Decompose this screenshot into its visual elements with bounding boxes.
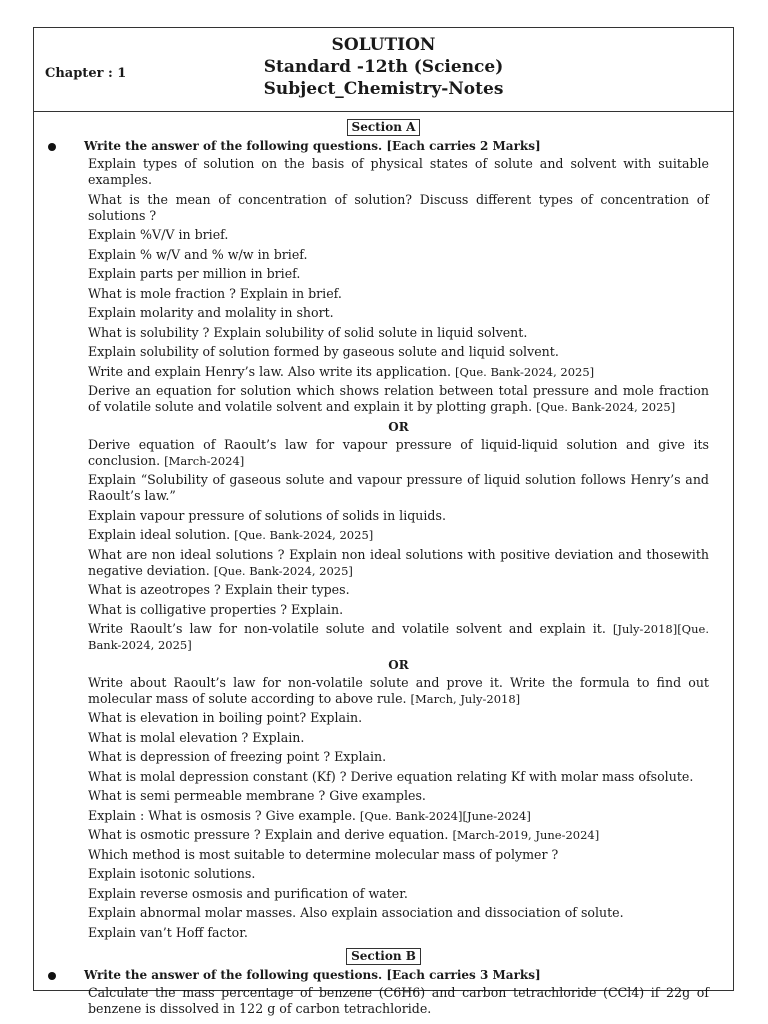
question-text: What is solubility ? Explain solubility of solid solute in liquid solvent.: [88, 324, 528, 340]
question-text: What is elevation in boiling point? Explain.: [88, 710, 363, 725]
question-item: [88, 621, 709, 653]
question-item: [88, 266, 709, 282]
question-item: [88, 808, 709, 824]
section-a-instruction: [34, 136, 733, 156]
question-item: [88, 925, 709, 941]
question-text: Derive an equation for solution which shows relation between total pressure and mole fraction of volatile solute and volatile solvent and explain it by plotting graph.: [88, 383, 709, 414]
question-item: [88, 769, 709, 785]
instruction-text: Write the answer of the following questions.: [84, 967, 383, 982]
question-text: Explain ideal solution.: [88, 527, 231, 542]
question-text: Explain % w/V and % w/w in brief.: [88, 246, 308, 262]
question-item: [88, 675, 709, 707]
question-text: Which method is most suitable to determine molecular mass of polymer ?: [88, 846, 559, 862]
question-text: Explain molarity and molality in short.: [88, 305, 334, 320]
question-item: [88, 247, 709, 263]
question-item: [88, 985, 709, 1017]
question-item: [88, 364, 709, 380]
question-item: [88, 905, 709, 921]
section-a-label: Section A: [347, 119, 421, 136]
question-text: Write about Raoult’s law for non-volatile solute and prove it. Write the formula to find out molecular mass of solute according to above rule.: [88, 674, 709, 706]
section-b-header: [34, 945, 733, 965]
question-item: [88, 508, 709, 524]
bullet-icon: [48, 143, 56, 151]
question-item: [88, 886, 709, 902]
question-text: Explain “Solubility of gaseous solute and vapour pressure of liquid solution follows Henry’s and Raoult’s law.”: [88, 472, 709, 503]
question-text: What is colligative properties ? Explain.: [88, 601, 344, 617]
question-item: [88, 582, 709, 598]
section-a-question-list: [34, 156, 733, 941]
question-item: [88, 305, 709, 321]
question-item: [88, 710, 709, 726]
question-text: Calculate the mass percentage of benzene (C6H6) and carbon tetrachloride (CCl4) if 22g of benzene is dissolved in 122 g of carbon tetrachloride.: [88, 984, 709, 1016]
question-text: Explain abnormal molar masses. Also explain association and dissociation of solute.: [88, 905, 624, 920]
question-item: [88, 344, 709, 360]
section-b-question-list: [34, 985, 733, 1017]
chapter-label: Chapter : 1: [45, 66, 127, 81]
subject-label: Subject_Chemistry-Notes: [263, 79, 504, 99]
bullet-icon: [48, 972, 56, 980]
question-item: [88, 749, 709, 765]
question-text: What is molal elevation ? Explain.: [88, 729, 305, 745]
question-reference: [Que. Bank-2024][June-2024]: [359, 808, 531, 823]
question-text: Explain solubility of solution formed by gaseous solute and liquid solvent.: [88, 344, 559, 359]
question-reference: [Que. Bank-2024, 2025]: [536, 400, 676, 414]
page-header: [34, 28, 733, 112]
question-text: Explain vapour pressure of solutions of solids in liquids.: [88, 507, 446, 523]
question-text: What are non ideal solutions ? Explain non ideal solutions with positive deviation and thosewith negative deviation.: [88, 546, 709, 578]
question-item: [88, 383, 709, 415]
document-title: SOLUTION: [331, 35, 436, 55]
question-reference: [March-2024]: [164, 453, 245, 468]
question-item: [88, 325, 709, 341]
question-item: [88, 286, 709, 302]
title-block: [34, 34, 733, 100]
standard-label: Standard -12th (Science): [263, 57, 504, 77]
question-item: [88, 602, 709, 618]
question-text: What is the mean of concentration of solution? Discuss different types of concentration of solutions ?: [88, 191, 709, 223]
question-item: [88, 527, 709, 543]
question-item: [88, 472, 709, 504]
question-reference: [Que. Bank-2024, 2025]: [234, 528, 374, 542]
question-reference: [March, July-2018]: [410, 691, 521, 706]
question-text: What is depression of freezing point ? Explain.: [88, 749, 387, 764]
question-text: Explain isotonic solutions.: [88, 866, 256, 881]
section-b-instruction: [34, 965, 733, 985]
question-text: What is azeotropes ? Explain their types.: [88, 582, 350, 597]
question-text: Derive equation of Raoult’s law for vapour pressure of liquid-liquid solution and give its conclusion.: [88, 436, 709, 468]
question-text: What is osmotic pressure ? Explain and derive equation.: [88, 827, 449, 842]
question-item: [88, 827, 709, 843]
question-text: What is mole fraction ? Explain in brief.: [88, 285, 342, 301]
worksheet-page: [33, 27, 734, 1016]
marks-label: [Each carries 3 Marks]: [386, 967, 541, 982]
instruction-text: Write the answer of the following questions.: [84, 139, 383, 153]
question-text: Write Raoult’s law for non-volatile solute and volatile solvent and explain it.: [88, 621, 606, 636]
section-b-label: Section B: [346, 948, 421, 965]
question-text: Explain reverse osmosis and purification of water.: [88, 885, 408, 901]
question-text: Explain : What is osmosis ? Give example.: [88, 807, 356, 823]
question-text: Explain types of solution on the basis of physical states of solute and solvent with suitable examples.: [88, 156, 709, 187]
question-text: Explain van’t Hoff factor.: [88, 924, 248, 940]
question-reference: [Que. Bank-2024, 2025]: [213, 563, 353, 578]
question-item: [88, 547, 709, 579]
question-text: Write and explain Henry’s law. Also write its application.: [88, 363, 452, 379]
question-item: [88, 866, 709, 882]
question-text: Explain %V/V in brief.: [88, 227, 229, 242]
question-reference: [Que. Bank-2024, 2025]: [455, 364, 595, 379]
or-separator: OR: [388, 419, 409, 434]
question-item: [88, 192, 709, 224]
question-text: What is molal depression constant (Kf) ? Derive equation relating Kf with molar mass ofsolute.: [88, 768, 694, 784]
question-reference: [March-2019, June-2024]: [452, 828, 600, 842]
question-item: [88, 156, 709, 188]
marks-label: [Each carries 2 Marks]: [386, 139, 541, 153]
question-item: [88, 227, 709, 243]
question-text: What is semi permeable membrane ? Give examples.: [88, 788, 426, 803]
question-item: [88, 730, 709, 746]
question-item: [88, 437, 709, 469]
section-a-header: [34, 116, 733, 136]
question-item: [88, 788, 709, 804]
question-text: Explain parts per million in brief.: [88, 266, 301, 281]
question-item: [88, 847, 709, 863]
question-reference: [July-2018][Que. Bank-2024, 2025]: [88, 622, 709, 652]
or-separator: OR: [388, 657, 409, 672]
